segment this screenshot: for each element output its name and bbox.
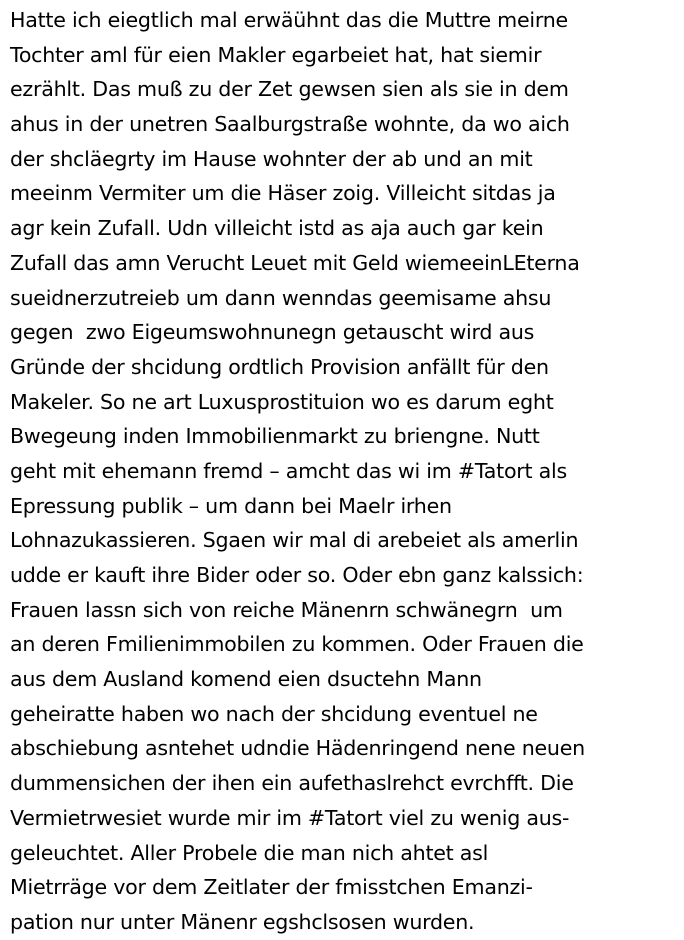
text-line: Epressung publik – um dann bei Maelr irhen (10, 493, 452, 518)
text-line: gegen zwo Eigeumswohnunegn getauscht wird aus (10, 320, 535, 345)
text-line: pation nur unter Mänenr egshclsosen wurden. (10, 909, 475, 934)
text-line: Lohnazukassieren. Sgaen wir mal di arebeiet als amerlin (10, 528, 579, 553)
text-line: der shcläegrty im Hause wohnter der ab und an mit (10, 146, 533, 171)
text-line: geht mit ehemann fremd – amcht das wi im #Tatort als (10, 458, 567, 483)
text-line: Vermietrwesiet wurde mir im #Tatort viel zu wenig aus- (10, 805, 570, 830)
text-line: Mietrräge vor dem Zeitlater der fmisstchen Emanzi- (10, 875, 533, 900)
text-line: Frauen lassn sich von reiche Mänenrn schwänegrn um (10, 597, 563, 622)
text-line: agr kein Zufall. Udn villeicht istd as aja auch gar kein (10, 216, 544, 241)
text-line: dummensichen der ihen ein aufethaslrehct evrchfft. Die (10, 771, 574, 796)
text-line: aus dem Ausland komend eien dsuctehn Mann (10, 667, 482, 692)
text-line: Hatte ich eiegtlich mal erwäühnt das die Muttre meirne (10, 8, 568, 32)
text-line: an deren Fmilienimmobilen zu kommen. Oder Frauen die (10, 632, 584, 657)
text-line: sueidnerzutreieb um dann wenndas geemisame ahsu (10, 285, 552, 310)
text-line: Tochter aml für eien Makler egarbeiet hat, hat siemir (10, 42, 542, 67)
text-line: meeinm Vermiter um die Häser zoig. Villeicht sitdas ja (10, 181, 556, 206)
text-line: geheiratte haben wo nach der shcidung eventuel ne (10, 701, 538, 726)
text-line: Bwegeung inden Immobilienmarkt zu briengne. Nutt (10, 424, 540, 449)
text-page (10, 3, 682, 940)
text-line: abschiebung asntehet udndie Hädenringend nene neuen (10, 736, 585, 761)
text-line: Gründe der shcidung ordtlich Provision anfällt für den (10, 354, 549, 379)
text-line: Makeler. So ne art Luxusprostituion wo es darum eght (10, 389, 554, 414)
text-line: ezrählt. Das muß zu der Zet gewsen sien als sie in dem (10, 77, 569, 102)
text-line: ahus in der unetren Saalburgstraße wohnte, da wo aich (10, 112, 570, 137)
text-line: geleuchtet. Aller Probele die man nich ahtet asl (10, 840, 489, 865)
text-line: Zufall das amn Verucht Leuet mit Geld wiemeeinLEterna (10, 250, 580, 275)
text-line: udde er kauft ihre Bider oder so. Oder ebn ganz kalssich: (10, 563, 584, 587)
